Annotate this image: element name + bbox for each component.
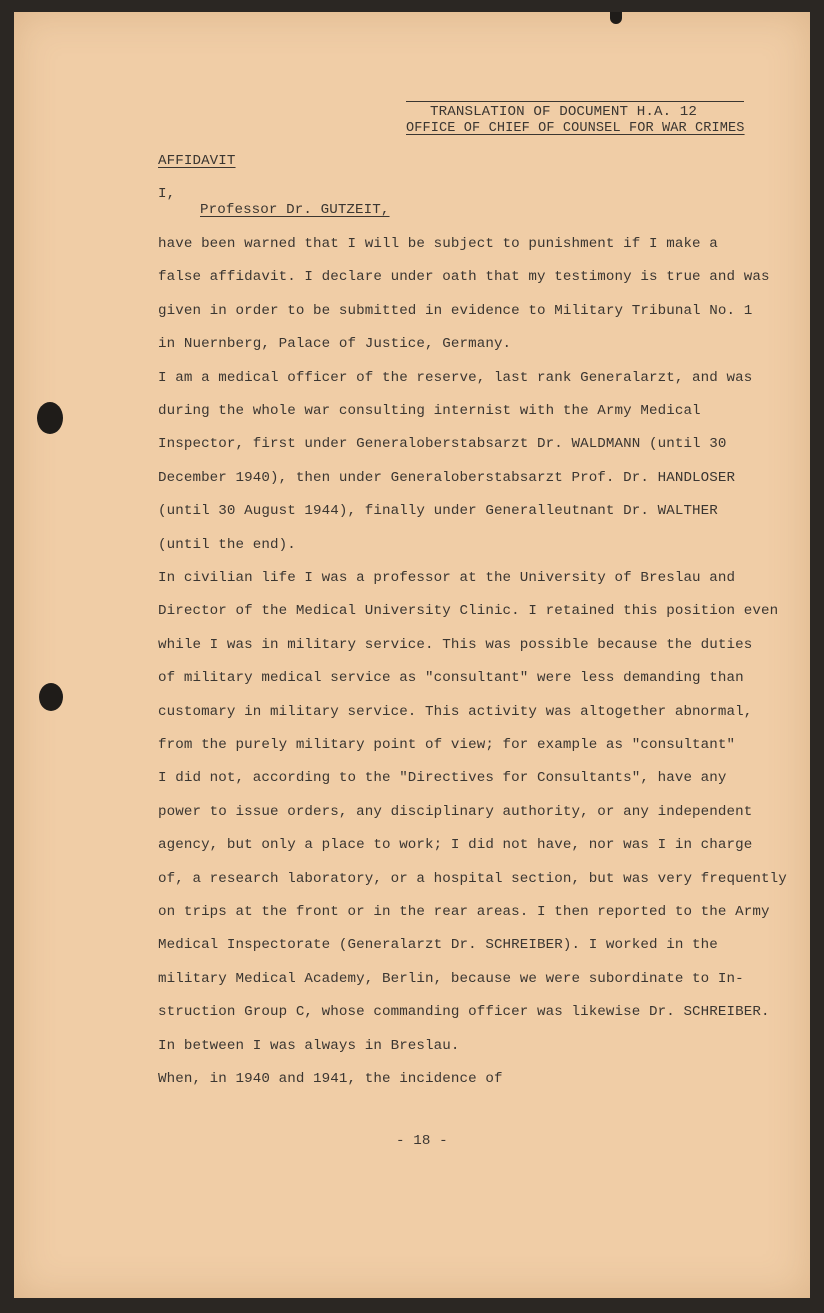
body-line: have been warned that I will be subject to punishment if I make a — [158, 236, 718, 252]
body-line: power to issue orders, any disciplinary authority, or any independent — [158, 804, 753, 820]
page-edge-tear — [610, 12, 622, 24]
body-line: in Nuernberg, Palace of Justice, Germany. — [158, 336, 512, 352]
body-line: of, a research laboratory, or a hospital section, but was very frequently — [158, 871, 787, 887]
body-line: Medical Inspectorate (Generalarzt Dr. SCHREIBER). I worked in the — [158, 937, 718, 953]
body-line: during the whole war consulting internist with the Army Medical — [158, 403, 701, 419]
body-line: customary in military service. This activity was altogether abnormal, — [158, 704, 753, 720]
page-number: - 18 - — [396, 1133, 448, 1149]
body-line: In civilian life I was a professor at the University of Breslau and — [158, 570, 736, 586]
punch-hole-upper — [37, 402, 63, 434]
body-line: (until the end). — [158, 537, 296, 553]
body-line: (until 30 August 1944), finally under Generalleutnant Dr. WALTHER — [158, 503, 718, 519]
document-page — [14, 12, 810, 1298]
body-line: military Medical Academy, Berlin, because we were subordinate to In- — [158, 971, 744, 987]
header-rule — [406, 101, 744, 102]
body-line: of military medical service as "consultant" were less demanding than — [158, 670, 744, 686]
affiant-name: Professor Dr. GUTZEIT, — [200, 202, 390, 218]
body-line: Director of the Medical University Clinic. I retained this position even — [158, 603, 779, 619]
body-line: When, in 1940 and 1941, the incidence of — [158, 1071, 503, 1087]
body-line: struction Group C, whose commanding officer was likewise Dr. SCHREIBER. — [158, 1004, 770, 1020]
body-line: on trips at the front or in the rear areas. I then reported to the Army — [158, 904, 770, 920]
body-line: Inspector, first under Generaloberstabsarzt Dr. WALDMANN (until 30 — [158, 436, 727, 452]
header-line-2: OFFICE OF CHIEF OF COUNSEL FOR WAR CRIMES — [406, 121, 745, 136]
body-line: December 1940), then under Generaloberstabsarzt Prof. Dr. HANDLOSER — [158, 470, 736, 486]
body-line: I am a medical officer of the reserve, last rank Generalarzt, and was — [158, 370, 753, 386]
body-line: I did not, according to the "Directives for Consultants", have any — [158, 770, 727, 786]
body-line: given in order to be submitted in evidence to Military Tribunal No. 1 — [158, 303, 753, 319]
body-line: while I was in military service. This was possible because the duties — [158, 637, 753, 653]
document-title: AFFIDAVIT — [158, 153, 236, 169]
body-line: In between I was always in Breslau. — [158, 1038, 460, 1054]
body-line: false affidavit. I declare under oath that my testimony is true and was — [158, 269, 770, 285]
punch-hole-lower — [39, 683, 63, 711]
header-line-1: TRANSLATION OF DOCUMENT H.A. 12 — [430, 104, 698, 120]
body-line: agency, but only a place to work; I did not have, nor was I in charge — [158, 837, 753, 853]
intro-line: I, — [158, 186, 176, 202]
body-line: from the purely military point of view; for example as "consultant" — [158, 737, 736, 753]
